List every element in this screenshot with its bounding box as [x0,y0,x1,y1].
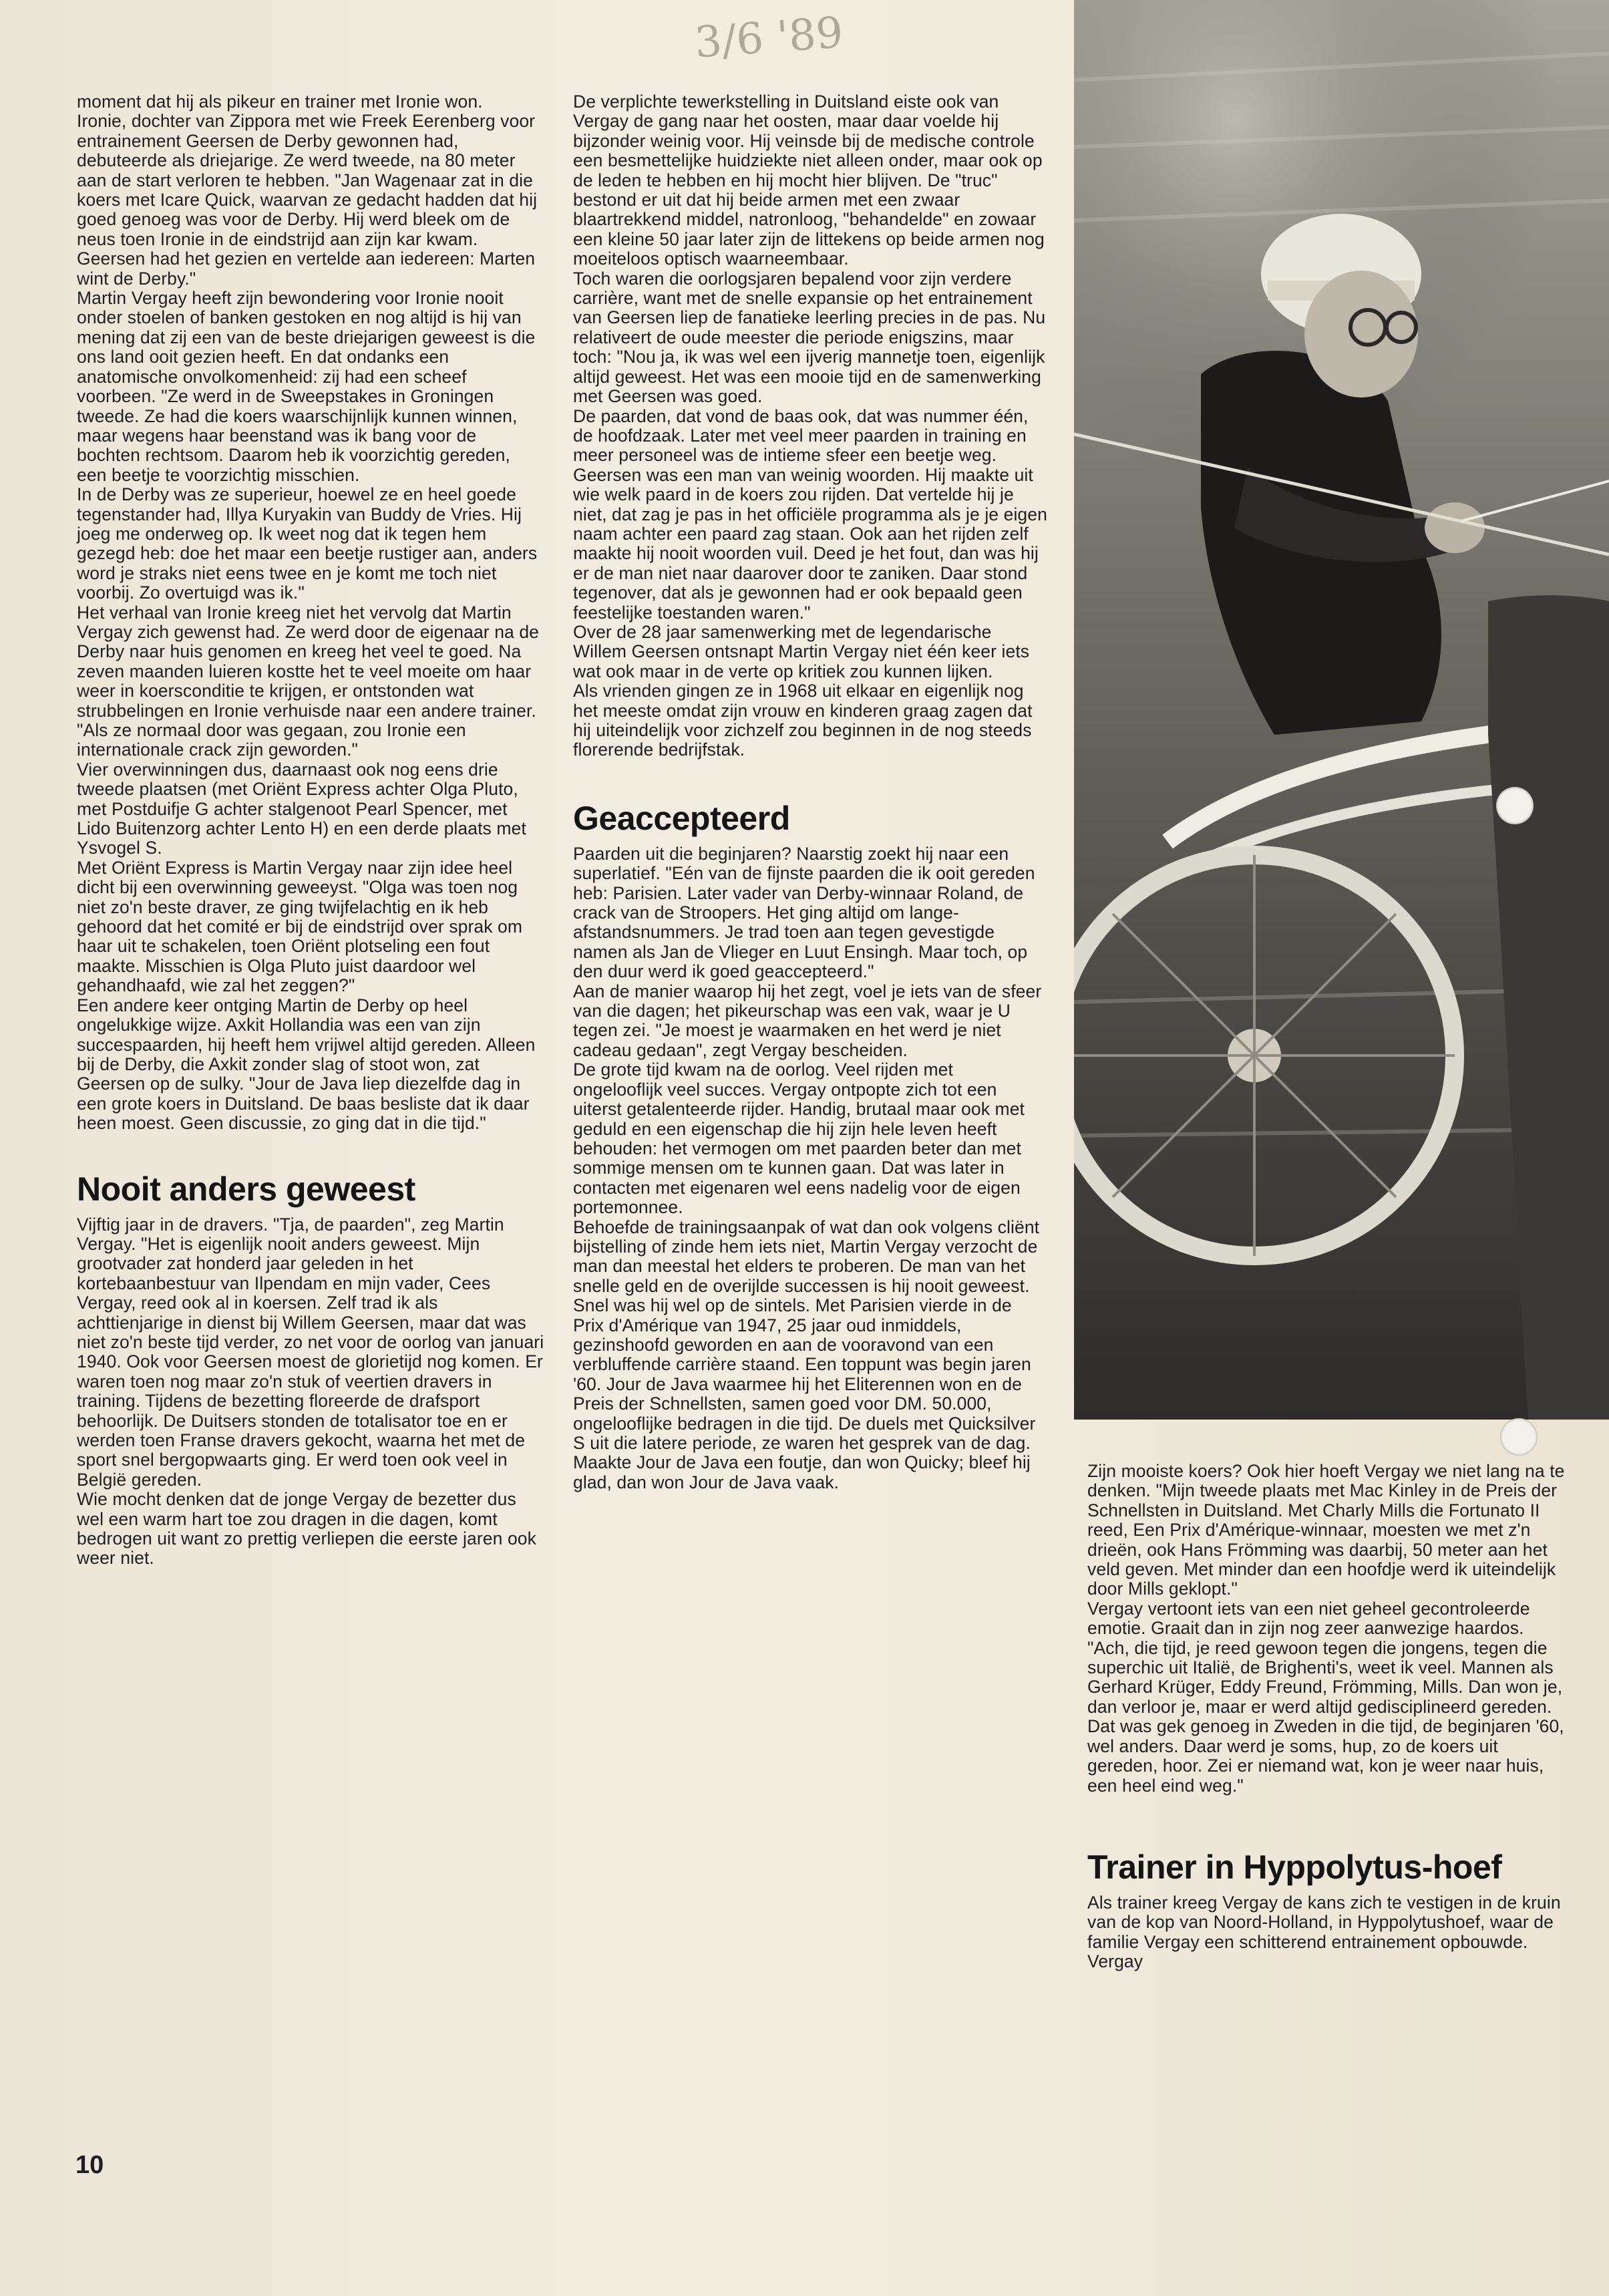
punch-hole [1496,787,1534,824]
harness-racing-photo [1074,0,1609,1420]
page-number: 10 [75,2151,104,2179]
paragraph: moment dat hij als pikeur en trainer met Ironie won. [77,92,483,112]
article-column-2 [573,92,1047,1492]
paragraph: De paarden, dat vond de baas ook, dat was nummer één, de hoofdzaak. Later met veel meer paarden in training en meer personeel was de intieme sfeer een beetje weg. [573,405,1029,466]
punch-hole [1500,1418,1538,1456]
paragraph: Als trainer kreeg Vergay de kans zich te vestigen in de kruin van de kop van Noord-Holland, in Hyppolytushoef, waar de familie Vergay een schitterend entrainement opbouwde. Vergay [1087,1892,1561,1972]
paragraph: Over de 28 jaar samenwerking met de legendarische Willem Geersen ontsnapt Martin Vergay niet één keer iets wat ook maar in de verte op kritiek zou kunnen lijken. [573,621,1030,681]
paragraph: De verplichte tewerkstelling in Duitsland eiste ook van Vergay de gang naar het oosten, maar daar voelde hij bijzonder weinig voor. Hij veinsde bij de medische controle een besmettelijke huidziekte niet alleen onder, maar ook op de leden te hebben en hij mocht hier blijven. De "truc" bestond er uit dat hij beide armen met een zwaar blaartrekkend middel, natronloog, "behandelde" en zowaar een kleine 50 jaar later zijn de littekens op beide armen nog moeiteloos optisch waarneembaar. [573,92,1045,269]
handwritten-date-note: 3/6 '89 [693,8,845,68]
article-column-3 [1087,1462,1568,1972]
photo-illustration [1074,0,1609,1420]
paragraph: In de Derby was ze superieur, hoewel ze en heel goede tegenstander had, Illya Kuryakin van Buddy de Vries. Hij joeg me onderweg op. Ik weet nog dat ik tegen hem gezegd heb: doe het maar een beetje rustiger aan, anders word je straks niet eens twee en je komt me toch niet voorbij. Zo overtuigd was ik." [77,484,538,603]
paragraph: Martin Vergay heeft zijn bewondering voor Ironie nooit onder stoelen of banken gestoken en nog altijd is hij van mening dat zij een van de beste driejarigen geweest is die ons land ooit gezien heeft. En dat ondanks een anatomische onvolkomenheid: zij had een scheef voorbeen. "Ze werd in de Sweepstakes in Groningen tweede. Ze had die koers waarschijnlijk kunnen winnen, maar wegens haar beenstand was ik bang voor de bochten rechtsom. Daarom heb ik voorzichtig gereden, een beetje te voorzichtig misschien. [77,288,536,485]
paragraph: Vergay vertoont iets van een niet geheel gecontroleerde emotie. Graait dan in zijn nog zeer aanwezige haardos. "Ach, die tijd, je reed gewoon tegen die jongens, tegen die superchic uit Italië, de Brighenti's, weet ik veel. Mannen als Gerhard Krüger, Eddy Freund, Frömming, Mills. Dan won je, dan verloor je, maar er werd altijd gedisciplineerd gereden. Dat was gek genoeg in Zweden in die tijd, de beginjaren '60, wel anders. Daar werd je soms, hup, zo de koers uit gereden, hoor. Zei er niemand wat, kon je weer naar huis, een heel eind weg." [1087,1598,1564,1796]
paragraph: Met Oriënt Express is Martin Vergay naar zijn idee heel dicht bij een overwinning geweeyst. "Olga was toen nog niet zo'n beste draver, ze ging twijfelachtig en ik heb gehoord dat het comité er bij de eindstrijd over sprak om haar uit te schakelen, toen Oriënt plotseling een fout maakte. Misschien is Olga Pluto juist daardoor wel gehandhaafd, wie zal het zeggen?" [77,857,523,996]
paragraph: Behoefde de trainingsaanpak of wat dan ook volgens cliënt bijstelling of zinde hem iets niet, Martin Vergay verzocht de man dan meestal het elders te proberen. De man van het snelle geld en de overijlde successen is hij nooit geweest. [573,1216,1040,1296]
paragraph: Een andere keer ontging Martin de Derby op heel ongelukkige wijze. Axkit Hollandia was een van zijn succespaarden, hij heeft hem vrijwel altijd gereden. Alleen bij de Derby, die Axkit zonder slag of stoot won, zat Geersen op de sulky. "Jour de Java liep diezelfde dag in een grote koers in Duitsland. De baas besliste dat ik daar heen moest. Geen discussie, zo ging dat in die tijd." [77,995,536,1134]
paragraph: Ironie, dochter van Zippora met wie Freek Eerenberg voor entrainement Geersen de Derby gewonnen had, debuteerde als driejarige. Ze werd tweede, na 80 meter aan de start verloren te hebben. "Jan Wagenaar zat in die koers met Icare Quick, waarvan ze gedacht hadden dat hij goed genoeg was voor de Derby. Hij werd bleek om de neus toen Ironie in de eindstrijd aan zijn kar kwam. Geersen had het gezien en vertelde aan iedereen: Marten wint de Derby." [77,111,538,289]
paragraph: Paarden uit die beginjaren? Naarstig zoekt hij naar een superlatief. "Eén van de fijnste paarden die ik ooit gereden heb: Parisien. Later vader van Derby-winnaar Roland, de crack van de Stroopers. Het ging altijd om lange-afstandsnummers. Je trad toen aan tegen gevestigde namen als Jan de Vlieger en Luut Ensingh. Maar toch, op den duur werd ik goed geaccepteerd." [573,843,1035,982]
section-heading: Nooit anders geweest [77,1170,415,1208]
paragraph: Toch waren die oorlogsjaren bepalend voor zijn verdere carrière, want met de snelle expansie op het entrainement van Geersen liep de fanatieke leerling precies in de pas. Nu relativeert de oude meester die periode enigszins, maar toch: "Nou ja, ik was wel een ijverig mannetje toen, eigenlijk altijd geweest. Het was een mooie tijd en de samenwerking met Geersen was goed. [573,268,1046,407]
paragraph: Zijn mooiste koers? Ook hier hoeft Vergay we niet lang na te denken. "Mijn tweede plaats met Mac Kinley in de Preis der Schnellsten in Duitsland. Met Charly Mills die Fortunato II reed, Een Prix d'Amérique-winnaar, moesten we met z'n drieën, ook Hans Frömming was daarbij, 50 meter aan het veld geven. Met minder dan een hoofdje werd ik uiteindelijk door Mills geklopt." [1087,1461,1565,1599]
section-heading: Geaccepteerd [573,799,790,837]
section-heading: Trainer in Hyppolytus-hoef [1087,1848,1502,1886]
paragraph: Als vrienden gingen ze in 1968 uit elkaar en eigenlijk nog het meeste omdat zijn vrouw en kinderen graag zagen dat hij uiteindelijk voor zichzelf zou beginnen in de nog steeds florerende bedrijfstak. [573,681,1033,760]
paragraph: Vijftig jaar in de dravers. "Tja, de paarden", zeg Martin Vergay. "Het is eigenlijk nooit anders geweest. Mijn grootvader zat honderd jaar geleden in het kortebaanbestuur van Ilpendam en mijn vader, Cees Vergay, reed ook al in koersen. Zelf trad ik als achttienjarige in dienst bij Willem Geersen, maar dat was niet zo'n beste tijd verder, zo net voor de oorlog van januari 1940. Ook voor Geersen moest de glorietijd nog komen. Er waren toen nog maar zo'n stuk of veertien dravers in training. Tijdens de bezetting floreerde de drafsport behoorlijk. De Duitsers stonden de totalisator toe en er werden toen Franse dravers gekocht, waarna het met de sport snel bergopwaarts ging. Er werd toen ook veel in België gereden. [77,1214,544,1490]
paragraph: Geersen was een man van weinig woorden. Hij maakte uit wie welk paard in de koers zou rijden. Dat vertelde hij je niet, dat zag je pas in het officiële programma als je je eigen naam achter een paard zag staan. Ook aan het rijden zelf maakte hij nooit woorden vuil. Deed je het fout, dan was hij er de man niet naar daarover door te zaniken. Daar stond tegenover, dat als je gewonnen had er ook bepaald geen feestelijke toestanden waren." [573,464,1047,623]
paragraph: Aan de manier waarop hij het zegt, voel je iets van de sfeer van die dagen; het pikeurschap was een vak, waar je U tegen zei. "Je moest je waarmaken en het werd je niet cadeau gedaan", zegt Vergay bescheiden. [573,981,1042,1060]
paragraph: De grote tijd kwam na de oorlog. Veel rijden met ongelooflijk veel succes. Vergay ontpopte zich tot een uiterst getalenteerde rijder. Handig, brutaal maar ook met geduld en een eigenschap die hij zijn hele leven heeft behouden: het vermogen om met paarden beter dan met sommige mensen om te kunnen gaan. Dat was later in contacten met eigenaren wel eens nadelig voor de eigen portemonnee. [573,1059,1025,1218]
paragraph: Vier overwinningen dus, daarnaast ook nog eens drie tweede plaatsen (met Oriënt Express achter Olga Pluto, met Postduifje G achter stalgenoot Pearl Spencer, met Lido Buitenzorg achter Lento H) en een derde plaats met Ysvogel S. [77,759,526,858]
paragraph: Snel was hij wel op de sintels. Met Parisien vierde in de Prix d'Amérique van 1947, 25 jaar oud inmiddels, gezinshoofd geworden en aan de vooravond van een verbluffende carrière staand. Een toppunt was begin jaren '60. Jour de Java waarmee hij het Eliterennen won en de Preis der Schnellsten, samen goed voor DM. 50.000, ongelooflijke bedragen in die tijd. De duels met Quicksilver S uit die latere periode, ze waren het gesprek van de dag. Maakte Jour de Java een foutje, dan won Quicky; bleef hij glad, dan won Jour de Java vaak. [573,1295,1036,1492]
article-column-1 [77,92,544,1569]
paragraph: Wie mocht denken dat de jonge Vergay de bezetter dus wel een warm hart toe zou dragen in die dagen, komt bedrogen uit want zo prettig verliepen die eerste jaren ook weer niet. [77,1489,536,1569]
paragraph: Het verhaal van Ironie kreeg niet het vervolg dat Martin Vergay zich gewenst had. Ze werd door de eigenaar na de Derby naar huis genomen en kreeg het veel te goed. Na zeven maanden luieren kostte het te veel moeite om haar weer in koersconditie te krijgen, er ontstonden wat strubbelingen en Ironie verhuisde naar een andere trainer. "Als ze normaal door was gegaan, zou Ironie een internationale crack zijn geworden." [77,602,540,760]
